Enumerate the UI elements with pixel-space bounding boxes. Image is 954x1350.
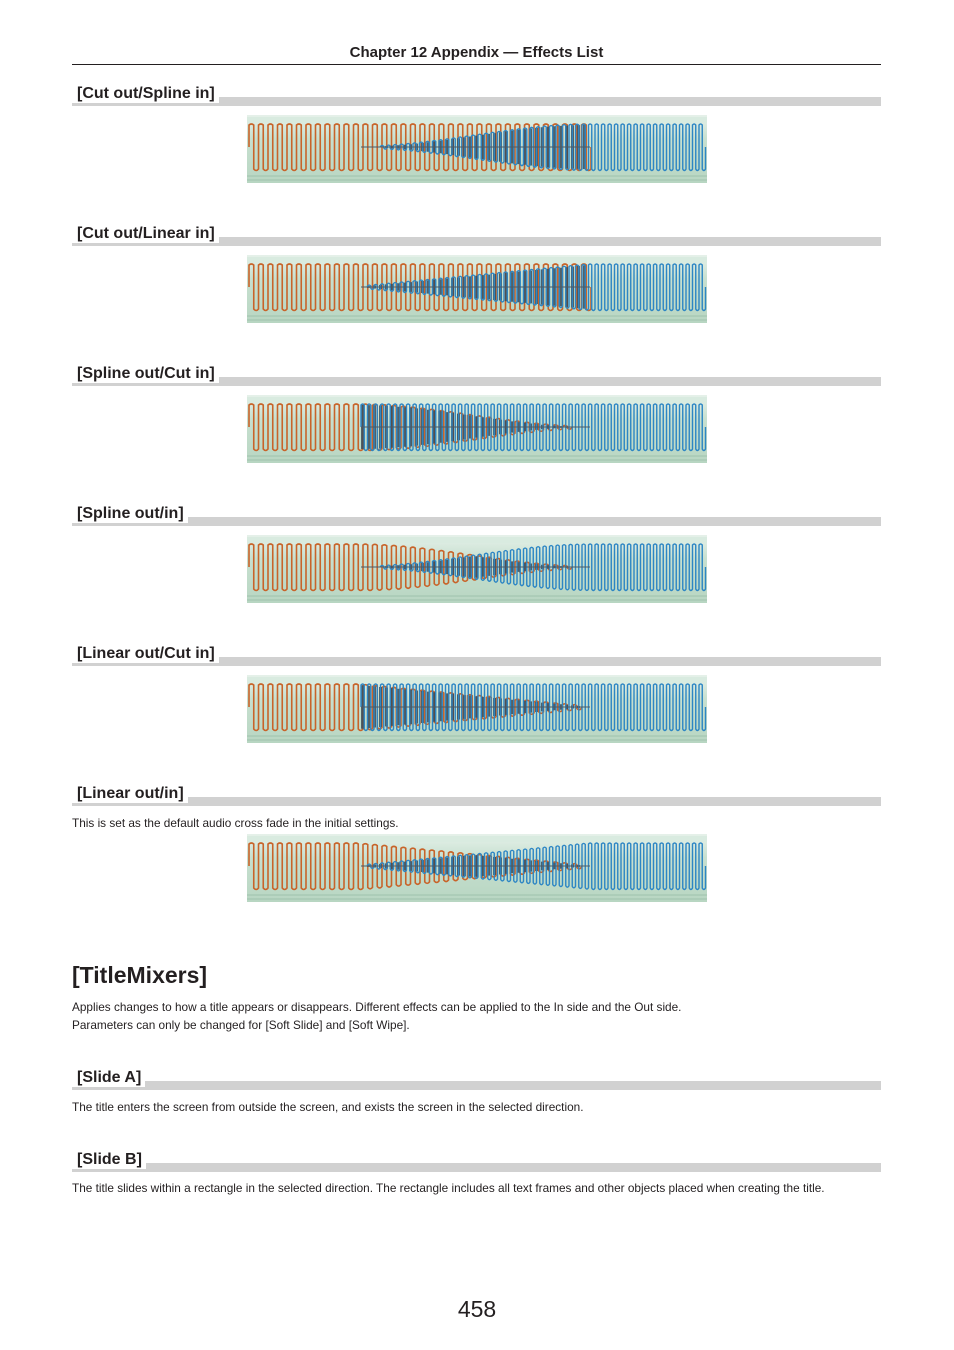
waveform-svg [247, 834, 707, 902]
waveform-spline-out-in [247, 535, 707, 603]
waveform-cut-out-linear-in [247, 255, 707, 323]
section-title-cut-out-spline-in: [Cut out/Spline in] [72, 85, 219, 103]
section-bar [72, 1163, 881, 1172]
slide-b-description: The title slides within a rectangle in the selected direction. The rectangle includes all text frames and other objects placed when creating the title. [72, 1181, 825, 1195]
section-title-spline-out-in: [Spline out/in] [72, 505, 188, 523]
waveform-top-strip [247, 677, 707, 683]
waveform-svg [247, 115, 707, 183]
waveform-top-strip [247, 836, 707, 842]
waveform-top-strip [247, 537, 707, 543]
section-title-cut-out-linear-in: [Cut out/Linear in] [72, 225, 219, 243]
section-title-slide-a: [Slide A] [72, 1069, 145, 1087]
waveform-svg [247, 255, 707, 323]
slide-a-description: The title enters the screen from outside the screen, and exists the screen in the selected direction. [72, 1100, 584, 1114]
section-bar [72, 797, 881, 806]
waveform-top-strip [247, 117, 707, 123]
titlemixers-intro-line1: Applies changes to how a title appears or disappears. Different effects can be applied to the In side and the Out side. [72, 1000, 682, 1014]
waveform-svg [247, 395, 707, 463]
chapter-header: Chapter 12 Appendix — Effects List [349, 44, 604, 61]
waveform-top-strip [247, 397, 707, 403]
titlemixers-heading: [TitleMixers] [72, 962, 208, 988]
section-title-slide-b: [Slide B] [72, 1151, 146, 1169]
waveform-linear-out-cut-in [247, 675, 707, 743]
section-bar [72, 517, 881, 526]
section-title-spline-out-cut-in: [Spline out/Cut in] [72, 365, 219, 383]
titlemixers-intro-line2: Parameters can only be changed for [Soft Slide] and [Soft Wipe]. [72, 1018, 410, 1032]
waveform-linear-out-in [247, 834, 707, 902]
waveform-spline-out-cut-in [247, 395, 707, 463]
section-title-linear-out-in: [Linear out/in] [72, 785, 188, 803]
section-bar [72, 1081, 881, 1090]
waveform-svg [247, 675, 707, 743]
waveform-cut-out-spline-in [247, 115, 707, 183]
waveform-top-strip [247, 257, 707, 263]
linear-out-in-description: This is set as the default audio cross fade in the initial settings. [72, 816, 399, 830]
waveform-svg [247, 535, 707, 603]
section-title-linear-out-cut-in: [Linear out/Cut in] [72, 645, 219, 663]
page-number: 458 [457, 1296, 497, 1322]
header-rule [72, 64, 881, 65]
